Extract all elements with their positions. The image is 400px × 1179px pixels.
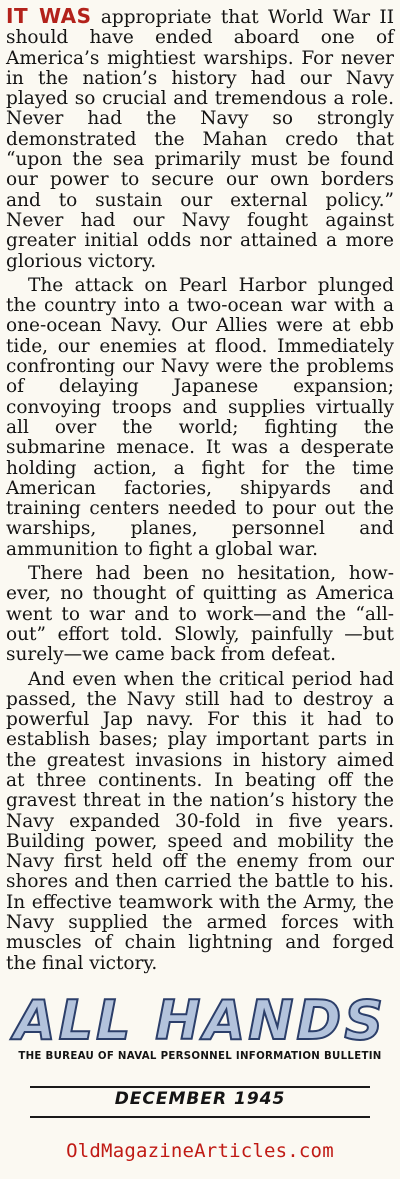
masthead-subtitle: THE BUREAU OF NAVAL PERSONNEL INFORMATION BULLETIN — [18, 1051, 382, 1062]
masthead — [10, 989, 390, 1062]
lead-in: IT WAS — [6, 4, 92, 28]
article — [6, 6, 394, 978]
all-hands-logo: ALL HANDS — [13, 989, 387, 1052]
site-credit[interactable]: OldMagazineArticles.com — [66, 1140, 334, 1162]
paragraph-1-text: appropriate that World War II should have ended aboard one of America’s mightiest warships. For never in the nation’s history had our Navy played so crucial and tremendous a role. Never had the Navy so strongly demonstrated the Mahan credo that “upon the sea primarily must be found our power to secure our own borders and to sustain our external policy.” Never had our Navy fought against greater initial odds nor attained a more glorious victory. — [6, 7, 395, 272]
article-paragraph-2: The attack on Pearl Harbor plunged the country into a two-ocean war with a one-ocean Navy. Our Allies were at ebb tide, our enemies at flood. Immediately confronting our Navy were the problems of delaying Japanese expansion; convoying troops and supplies virtually all over the world; fighting the submarine menace. It was a desperate holding action, a fight for the time American factories, shipyards and training centers needed to pour out the warships, planes, personnel and ammunition to fight a global war. — [6, 274, 394, 560]
article-paragraph-1 — [6, 6, 394, 272]
issue-date: DECEMBER 1945 — [114, 1089, 286, 1109]
article-paragraph-3: There had been no hesitation, however, no thought of quitting as America went to war and to work—and the “all-out” effort told. Slowly, painfully —but surely—we came back from defeat. — [6, 563, 394, 666]
issue-date-band — [30, 1086, 370, 1109]
article-paragraph-4: And even when the critical period had passed, the Navy still had to destroy a powerful Jap navy. For this it had to establish bases; play important parts in the greatest invasions in history aimed at three continents. In beating off the gravest threat in the nation’s history the Navy expanded 30-fold in five years. Building power, speed and mobility the Navy first held off the enemy from our shores and then carried the battle to his. In effective teamwork with the Army, the Navy supplied the armed forces with muscles of chain lightning and forged the final victory. — [6, 668, 394, 974]
divider — [30, 1116, 370, 1118]
